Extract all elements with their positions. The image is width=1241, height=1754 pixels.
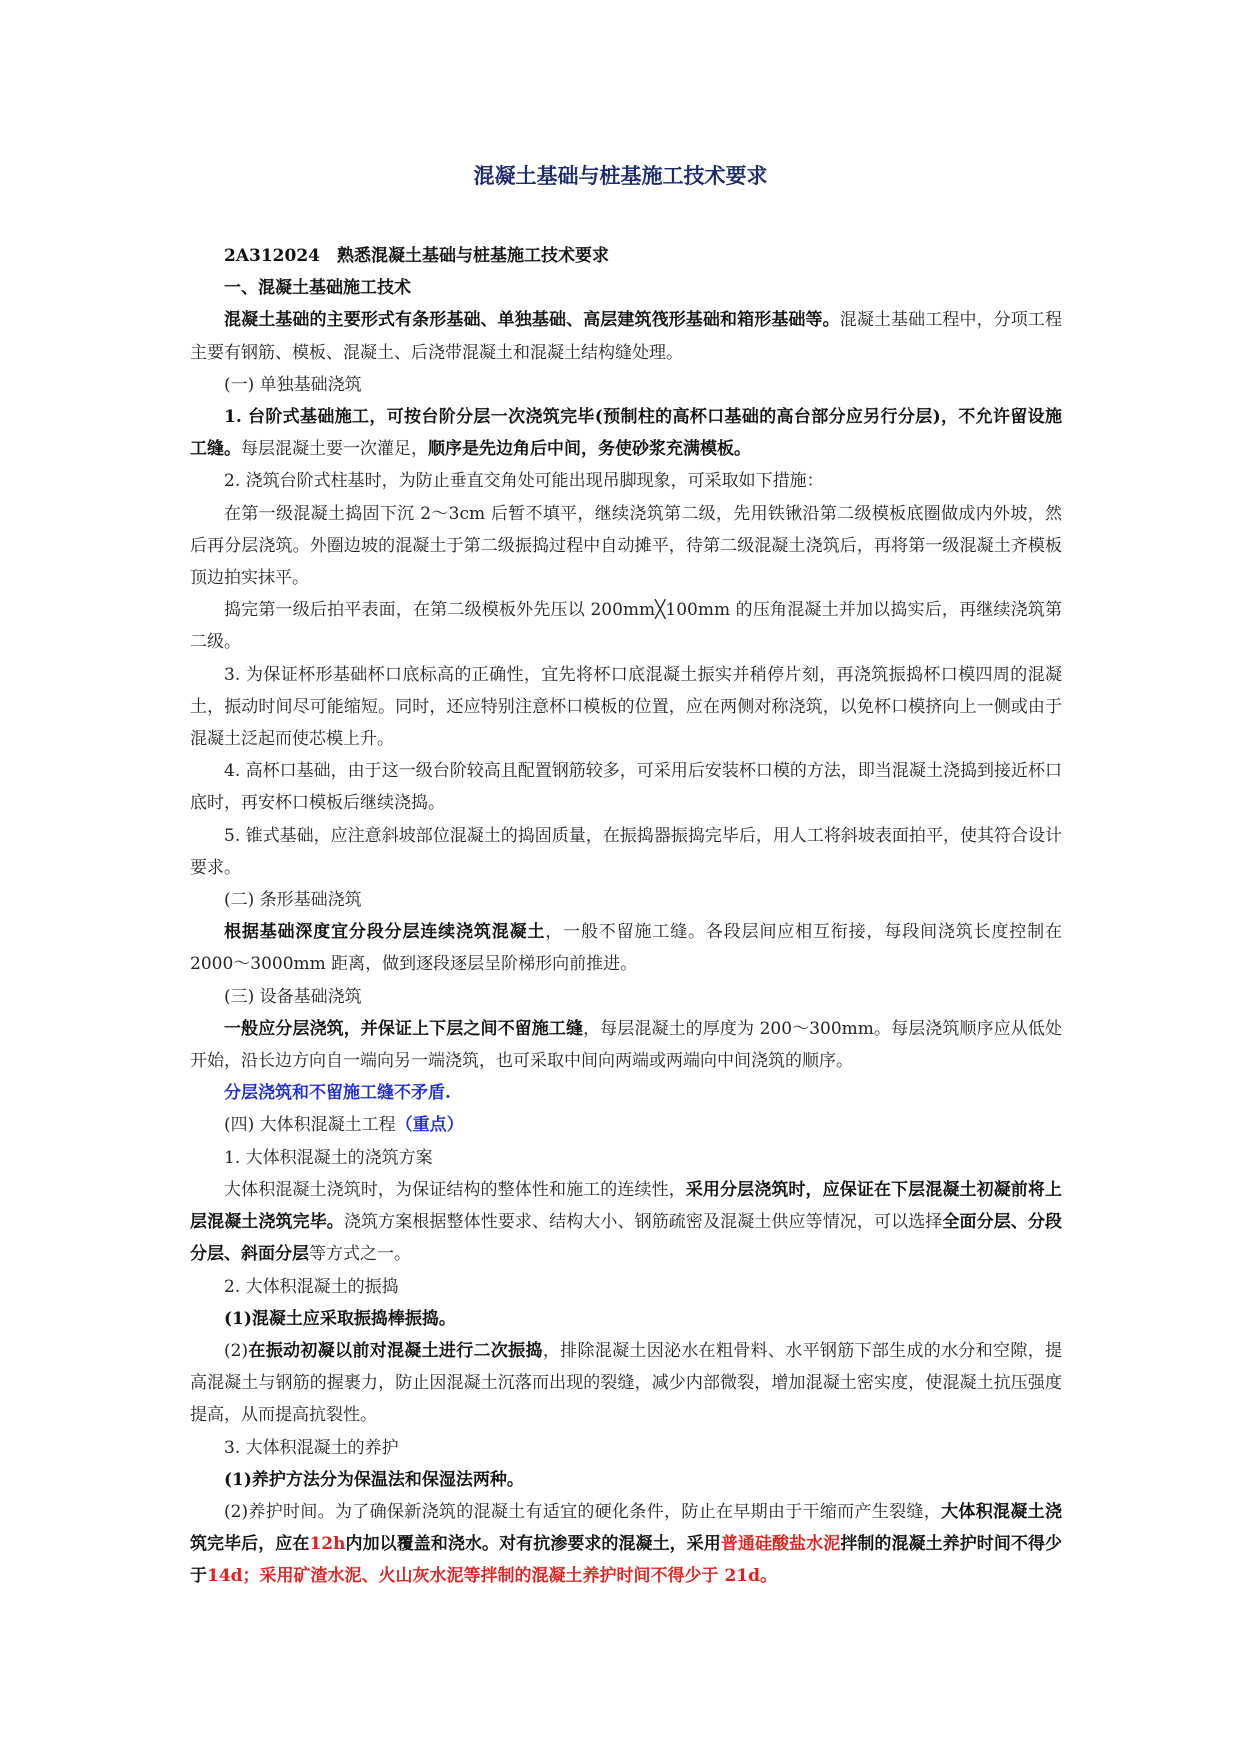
paragraph-high-cup: 4. 高杯口基础，由于这一级台阶较高且配置钢筋较多，可采用后安装杯口模的方法，即当混凝土浇捣到接近杯口底时，再安杯口模板后继续浇捣。 bbox=[190, 761, 1062, 814]
bold-text: 1. 台阶式基础施工，可按台阶分层一次浇筑完毕(预制柱的高杯口基础的高台部分应另行分层)，不允许留设施工缝。 bbox=[190, 407, 1062, 460]
paragraph-foundation-forms bbox=[190, 304, 1062, 368]
bold-text: (1)混凝土应采取振捣棒振捣。 bbox=[224, 1308, 456, 1329]
normal-text: (四) 大体积混凝土工程 bbox=[224, 1115, 396, 1136]
normal-text: (2)养护时间。为了确保新浇筑的混凝土有适宜的硬化条件，防止在早期由于干缩而产生裂缝， bbox=[224, 1501, 942, 1522]
normal-text: 等方式之一。 bbox=[309, 1244, 411, 1265]
normal-text: 大体积混凝土浇筑时，为保证结构的整体性和施工的连续性， bbox=[224, 1179, 686, 1200]
paragraph-equipment-pouring bbox=[190, 1013, 1062, 1077]
paragraph-curing-2 bbox=[190, 1496, 1062, 1593]
section-code-heading bbox=[190, 240, 1062, 272]
subheading-equipment-foundation: (三) 设备基础浇筑 bbox=[224, 986, 362, 1007]
paragraph-cup-foundation: 3. 为保证杯形基础杯口底标高的正确性，宜先将杯口底混凝土振实并稍停片刻，再浇筑振捣杯口模四周的混凝土，振动时间尽可能缩短。同时，还应特别注意杯口模板的位置，应在两侧对称浇筑，以免杯口模挤向上一侧或由于混凝土泛起而使芯模上升。 bbox=[190, 664, 1062, 750]
note-layered-pouring bbox=[190, 1077, 1062, 1109]
normal-text: 每层混凝土要一次灌足， bbox=[241, 439, 428, 460]
paragraph-pouring-plan bbox=[190, 1174, 1062, 1271]
paragraph-corner-concrete: 捣完第一级后拍平表面，在第二级模板外先压以 200mm╳100mm 的压角混凝土并加以捣实后，再继续浇筑第二级。 bbox=[190, 600, 1062, 653]
document-body bbox=[190, 240, 1062, 1593]
paragraph-curing-1 bbox=[190, 1464, 1062, 1496]
bold-text: 一般应分层浇筑，并保证上下层之间不留施工缝 bbox=[224, 1018, 584, 1039]
bold-text: 采用分层浇筑时，应保证在下层混凝土初凝前将上层混凝土浇筑完毕。 bbox=[190, 1179, 1062, 1233]
blue-note-text: 分层浇筑和不留施工缝不矛盾. bbox=[224, 1083, 451, 1104]
red-highlight-text: 14d；采用矿渣水泥、火山灰水泥等拌制的混凝土养护时间不得少于 21d。 bbox=[207, 1566, 778, 1587]
bold-text: 混凝土基础的主要形式有条形基础、单独基础、高层建筑筏形基础和箱形基础等。 bbox=[224, 310, 840, 331]
heading-text: 一、混凝土基础施工技术 bbox=[224, 278, 411, 299]
normal-text: ，一般不留施工缝。各段层间应相互衔接，每段间浇筑长度控制在 2000～3000mm 距离，做到逐段逐层呈阶梯形向前推进。 bbox=[190, 922, 1063, 975]
heading-concrete-foundation bbox=[190, 272, 1062, 304]
subheading-mass-concrete bbox=[190, 1109, 1062, 1141]
bold-text: 拌制的混凝土养护时间不得少于 bbox=[190, 1534, 1063, 1587]
paragraph-vibration-1 bbox=[190, 1303, 1062, 1335]
normal-text: (2) bbox=[224, 1340, 249, 1361]
red-highlight-text: 12h bbox=[309, 1534, 346, 1555]
normal-text: ，每层混凝土的厚度为 200～300mm。每层浇筑顺序应从低处开始，沿长边方向自一端向另一端浇筑，也可采取中间向两端或两端向中间浇筑的顺序。 bbox=[190, 1018, 1062, 1072]
paragraph-step-foundation bbox=[190, 401, 1062, 465]
section-code-text: 2A312024 熟悉混凝土基础与桩基施工技术要求 bbox=[224, 246, 609, 266]
subheading-single-foundation: (一) 单独基础浇筑 bbox=[224, 374, 362, 395]
paragraph-step-column: 2. 浇筑台阶式柱基时，为防止垂直交角处可能出现吊脚现象，可采取如下措施： bbox=[224, 471, 824, 492]
bold-text: 大体积混凝土浇筑完毕后，应在 bbox=[190, 1501, 1062, 1555]
bold-text: 内加以覆盖和浇水。对有抗渗要求的混凝土，采用 bbox=[345, 1534, 721, 1555]
normal-text: 混凝土基础工程中，分项工程主要有钢筋、模板、混凝土、后浇带混凝土和混凝土结构缝处理。 bbox=[190, 310, 1062, 363]
bold-text: 全面分层、分段分层、斜面分层 bbox=[190, 1212, 1063, 1265]
paragraph-vibration-2 bbox=[190, 1335, 1062, 1432]
item-vibration: 2. 大体积混凝土的振捣 bbox=[224, 1276, 399, 1297]
key-point-tag: （重点） bbox=[395, 1115, 464, 1136]
red-highlight-text: 普通硅酸盐水泥 bbox=[720, 1534, 841, 1555]
bold-text: 根据基础深度宜分段分层连续浇筑混凝土 bbox=[224, 922, 546, 943]
item-curing: 3. 大体积混凝土的养护 bbox=[224, 1437, 399, 1458]
page-title: 混凝土基础与桩基施工技术要求 bbox=[473, 163, 768, 188]
bold-text: 在振动初凝以前对混凝土进行二次振捣 bbox=[248, 1340, 543, 1361]
bold-text: 顺序是先边角后中间，务使砂浆充满模板。 bbox=[428, 439, 751, 460]
item-pouring-plan: 1. 大体积混凝土的浇筑方案 bbox=[224, 1147, 433, 1168]
paragraph-cone-foundation: 5. 锥式基础，应注意斜坡部位混凝土的捣固质量，在振捣器振捣完毕后，用人工将斜坡表面拍平，使其符合设计要求。 bbox=[190, 825, 1062, 878]
normal-text: ，排除混凝土因泌水在粗骨料、水平钢筋下部生成的水分和空隙，提高混凝土与钢筋的握裹力，防止因混凝土沉落而出现的裂缝，减少内部微裂，增加混凝土密实度，使混凝土抗压强度提高，从而提高抗裂性。 bbox=[190, 1340, 1063, 1426]
normal-text: 浇筑方案根据整体性要求、结构大小、钢筋疏密及混凝土供应等情况，可以选择 bbox=[343, 1212, 943, 1233]
paragraph-first-level: 在第一级混凝土捣固下沉 2～3cm 后暂不填平，继续浇筑第二级，先用铁锹沿第二级模板底圈做成内外坡，然后再分层浇筑。外圈边坡的混凝土于第二级振捣过程中自动摊平，待第二级混凝土浇筑后，再将第一级混凝土齐模板顶边拍实抹平。 bbox=[190, 503, 1062, 589]
bold-text: (1)养护方法分为保温法和保湿法两种。 bbox=[224, 1469, 524, 1490]
subheading-strip-foundation: (二) 条形基础浇筑 bbox=[224, 890, 362, 911]
paragraph-strip-pouring bbox=[190, 916, 1062, 980]
